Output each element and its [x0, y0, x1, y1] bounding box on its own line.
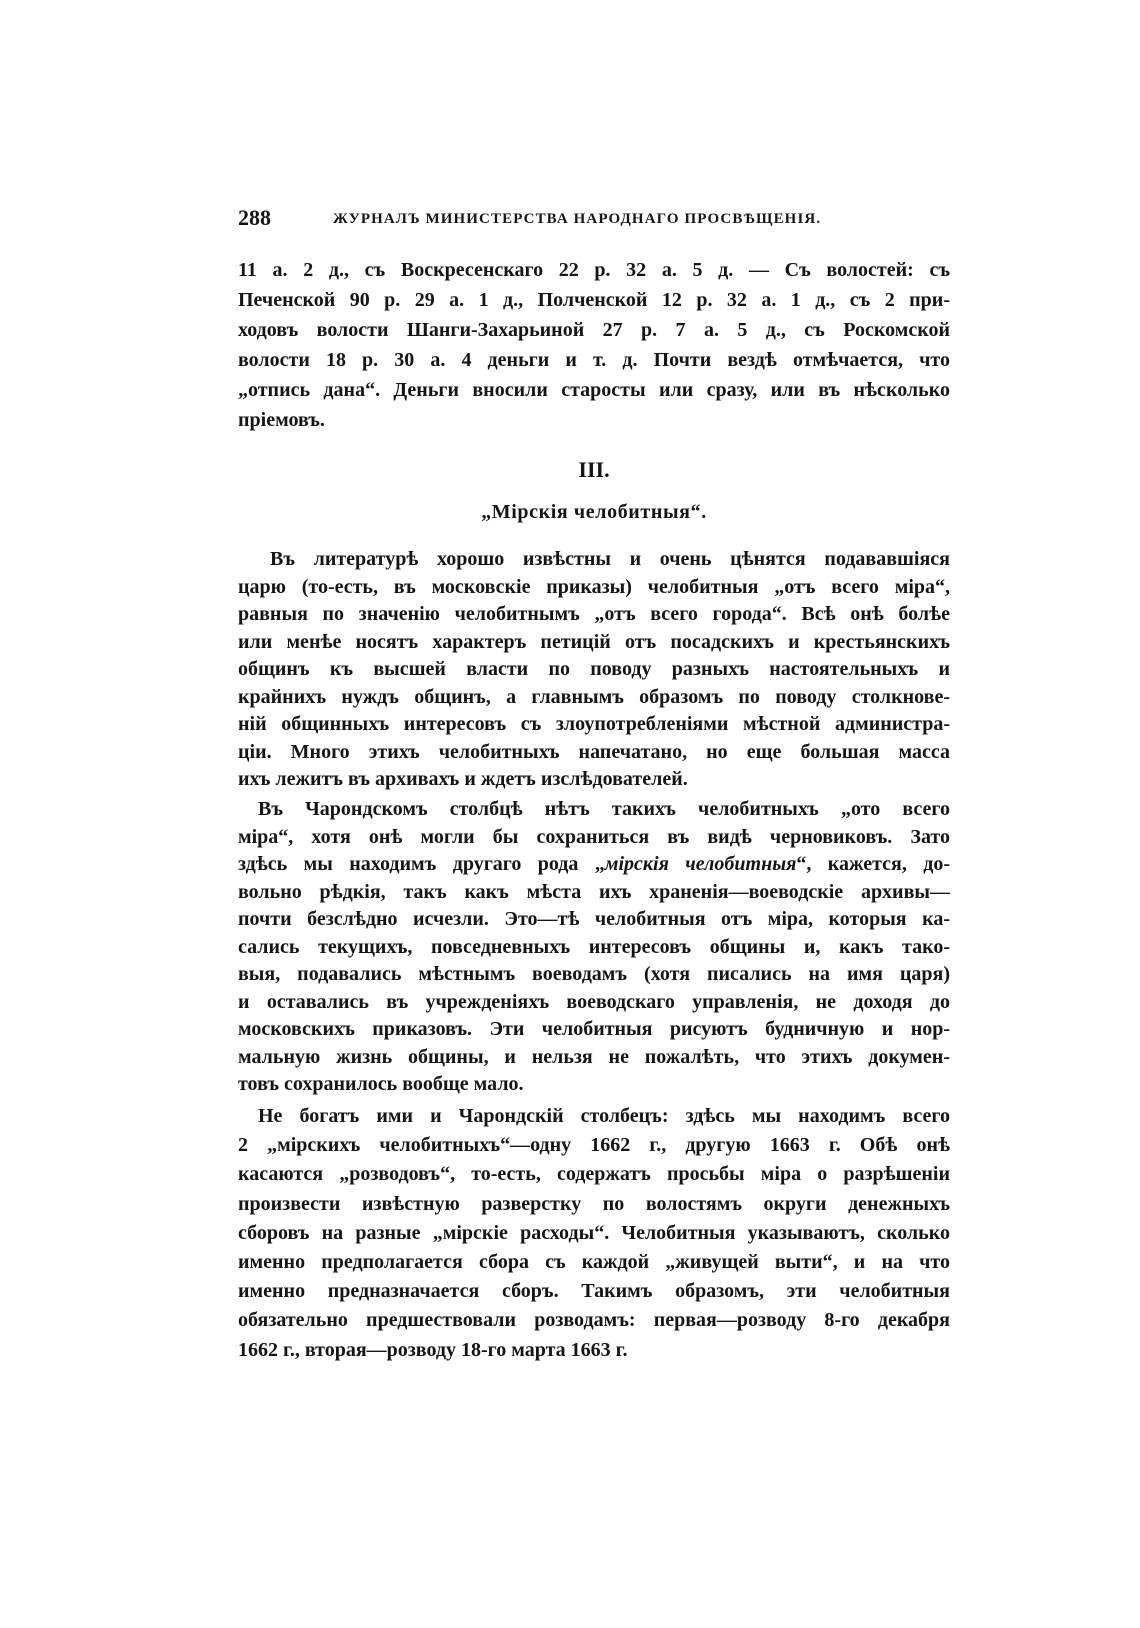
text-line — [238, 851, 950, 879]
text-line: волости 18 р. 30 а. 4 деньги и т. д. Почти вездѣ отмѣчается, что — [238, 349, 950, 371]
text-line: сборовъ на разные „мірскіе расходы“. Челобитныя указываютъ, сколько — [238, 1221, 950, 1244]
text-line: міра“, хотя онѣ могли бы сохраниться въ видѣ черновиковъ. Зато — [238, 825, 950, 848]
text-line: именно предполагается сбора съ каждой „живущей выти“, и на что — [238, 1251, 950, 1274]
text-line: ходовъ волости Шанги-Захарьиной 27 р. 7 а. 5 д., съ Роскомской — [238, 319, 950, 341]
text-line: 1662 г., вторая—розводу 18-го марта 1663 г. — [238, 1338, 628, 1361]
body-paragraph — [238, 546, 950, 794]
section-title: „Мірскія челобитныя“. — [481, 501, 707, 523]
text-line: или менѣе носятъ характеръ петицій отъ посадскихъ и крестьянскихъ — [238, 630, 950, 653]
body-paragraph — [238, 1102, 950, 1365]
text-line: мальную жизнь общины, и нельзя не пожалѣть, что этихъ докумен- — [238, 1045, 950, 1068]
text-line: и оставались въ учрежденіяхъ воеводскаго управленія, не доходя до — [238, 990, 950, 1013]
italic-term: мірскія челобитныя — [604, 853, 797, 875]
section-number: III. — [578, 457, 610, 482]
page-header — [238, 204, 950, 232]
text-line: царю (то-есть, въ московскіе приказы) челобитныя „отъ всего міра“, — [238, 575, 950, 598]
text-line: „отпись дана“. Деньги вносили старосты или сразу, или въ нѣсколько — [238, 379, 950, 401]
text-line: вольно рѣдкія, такъ какъ мѣста ихъ храненія—воеводскіе архивы— — [238, 880, 950, 903]
page-number: 288 — [238, 205, 271, 230]
text-line: касаются „розводовъ“, то-есть, содержатъ просьбы міра о разрѣшеніи — [238, 1163, 950, 1186]
text-line: крайнихъ нуждъ общинъ, а главнымъ образомъ по поводу столкнове- — [238, 685, 950, 708]
text-span: “, кажется, до- — [796, 853, 950, 875]
intro-paragraph — [238, 255, 950, 435]
text-line: ній общинныхъ интересовъ съ злоупотребленіями мѣстной администра- — [238, 713, 950, 735]
text-line: московскихъ приказовъ. Эти челобитныя рисуютъ будничную и нор- — [238, 1018, 950, 1040]
text-line: пріемовъ. — [238, 409, 325, 431]
text-line: 11 а. 2 д., съ Воскресенскаго 22 р. 32 а. 5 д. — Съ волостей: съ — [238, 259, 950, 281]
text-line: обязательно предшествовали розводамъ: первая—розводу 8-го декабря — [238, 1309, 950, 1332]
text-line: 2 „мірскихъ челобитныхъ“—одну 1662 г., другую 1663 г. Обѣ онѣ — [238, 1134, 950, 1157]
text-span: здѣсь мы находимъ другаго рода „ — [238, 853, 605, 875]
text-line: почти безслѣдно исчезли. Это—тѣ челобитныя отъ міра, которыя ка- — [238, 908, 950, 930]
text-line: именно предназначается сборъ. Такимъ образомъ, эти челобитныя — [238, 1280, 950, 1303]
text-line: ихъ лежитъ въ архивахъ и ждетъ изслѣдователей. — [238, 768, 688, 790]
text-line: ціи. Много этихъ челобитныхъ напечатано, но еще большая масса — [238, 740, 950, 763]
text-line: произвести извѣстную разверстку по волостямъ округи денежныхъ — [238, 1192, 950, 1215]
text-line: равныя по значенію челобитнымъ „отъ всего города“. Всѣ онѣ болѣе — [238, 603, 950, 625]
text-line: общинъ къ высшей власти по поводу разныхъ настоятельныхъ и — [238, 658, 950, 680]
text-line: выя, подавались мѣстнымъ воеводамъ (хотя писались на имя царя) — [238, 963, 950, 985]
text-line: Въ Чарондскомъ столбцѣ нѣтъ такихъ челобитныхъ „ото всего — [258, 798, 950, 820]
text-line: Не богатъ ими и Чарондскій столбецъ: здѣсь мы находимъ всего — [258, 1105, 950, 1127]
text-line: Въ литературѣ хорошо извѣстны и очень цѣнятся подававшіяся — [270, 548, 950, 570]
body-paragraph — [238, 796, 950, 1099]
text-line: Печенской 90 р. 29 а. 1 д., Полченской 12 р. 32 а. 1 д., съ 2 при- — [238, 289, 950, 311]
running-title: ЖУРНАЛЪ МИНИСТЕРСТВА НАРОДНАГО ПРОСВѢЩЕНІЯ. — [333, 211, 822, 227]
text-line: товъ сохранилось вообще мало. — [238, 1073, 524, 1095]
text-line: сались текущихъ, повседневныхъ интересовъ общины и, какъ тако- — [238, 935, 950, 958]
